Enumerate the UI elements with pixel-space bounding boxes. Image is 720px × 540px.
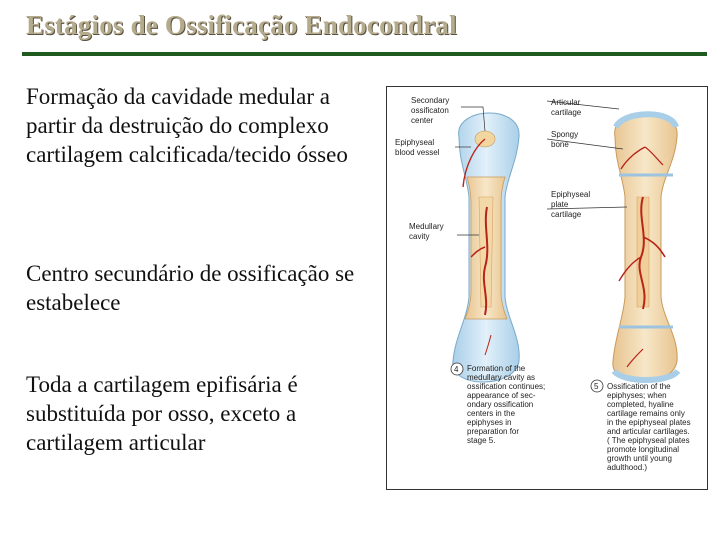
svg-text:cartilage: cartilage bbox=[551, 210, 582, 219]
svg-text:completed, hyaline: completed, hyaline bbox=[607, 400, 674, 409]
label-epiphyseal-plate bbox=[551, 190, 590, 219]
svg-text:plate: plate bbox=[551, 200, 569, 209]
label-secondary-center bbox=[411, 96, 449, 125]
svg-text:4: 4 bbox=[454, 365, 459, 374]
svg-text:epiphyses; when: epiphyses; when bbox=[607, 391, 667, 400]
svg-text:ondary ossification: ondary ossification bbox=[467, 400, 534, 409]
title-divider bbox=[22, 52, 707, 56]
svg-text:centers in the: centers in the bbox=[467, 409, 516, 418]
svg-text:appearance of sec-: appearance of sec- bbox=[467, 391, 536, 400]
slide-title: Estágios de Ossificação Endocondral bbox=[26, 10, 457, 40]
svg-text:Ossification of the: Ossification of the bbox=[607, 382, 671, 391]
bone-stage-4 bbox=[453, 113, 519, 382]
label-spongy-bone bbox=[551, 130, 578, 149]
text-block-secondary-center: Centro secundário de ossificação se estabelece bbox=[26, 261, 355, 315]
svg-text:medullary cavity as: medullary cavity as bbox=[467, 373, 536, 382]
svg-text:center: center bbox=[411, 116, 434, 125]
ossification-figure bbox=[386, 86, 708, 490]
svg-text:bone: bone bbox=[551, 140, 569, 149]
svg-text:ossificaton: ossificaton bbox=[411, 106, 449, 115]
svg-text:cartilage: cartilage bbox=[551, 108, 582, 117]
svg-text:and articular cartilages.: and articular cartilages. bbox=[607, 427, 690, 436]
label-epiphyseal-vessel bbox=[395, 138, 440, 157]
bone-stage-5 bbox=[613, 112, 678, 382]
svg-text:growth until young: growth until young bbox=[607, 454, 672, 463]
label-medullary-cavity bbox=[409, 222, 444, 241]
svg-text:Medullary: Medullary bbox=[409, 222, 444, 231]
text-block-epiphyseal-cartilage: Toda a cartilagem epifisária é substituída por osso, exceto a cartilagem articular bbox=[26, 372, 298, 455]
svg-text:Spongy: Spongy bbox=[551, 130, 579, 139]
svg-text:Articular: Articular bbox=[551, 98, 581, 107]
svg-text:Formation of the: Formation of the bbox=[467, 364, 526, 373]
svg-text:stage 5.: stage 5. bbox=[467, 436, 496, 445]
svg-text:preparation for: preparation for bbox=[467, 427, 520, 436]
label-articular-cartilage bbox=[551, 98, 582, 117]
stage-5-caption bbox=[591, 380, 691, 472]
svg-text:epiphyses in: epiphyses in bbox=[467, 418, 512, 427]
svg-text:Epiphyseal: Epiphyseal bbox=[395, 138, 435, 147]
svg-text:cavity: cavity bbox=[409, 232, 430, 241]
svg-text:ossification continues;: ossification continues; bbox=[467, 382, 546, 391]
svg-text:( The epiphyseal plates: ( The epiphyseal plates bbox=[607, 436, 690, 445]
svg-text:promote longitudinal: promote longitudinal bbox=[607, 445, 680, 454]
text-block-medullary-cavity: Formação da cavidade medular a partir da destruição do complexo cartilagem calcificada/tecido ósseo bbox=[26, 84, 348, 167]
svg-text:adulthood.): adulthood.) bbox=[607, 463, 648, 472]
svg-text:5: 5 bbox=[594, 382, 599, 391]
svg-text:Secondary: Secondary bbox=[411, 96, 450, 105]
svg-text:blood vessel: blood vessel bbox=[395, 148, 440, 157]
svg-text:in the epiphyseal plates: in the epiphyseal plates bbox=[607, 418, 691, 427]
svg-text:cartilage remains only: cartilage remains only bbox=[607, 409, 685, 418]
bone-illustration bbox=[387, 87, 707, 489]
svg-text:Epiphyseal: Epiphyseal bbox=[551, 190, 591, 199]
